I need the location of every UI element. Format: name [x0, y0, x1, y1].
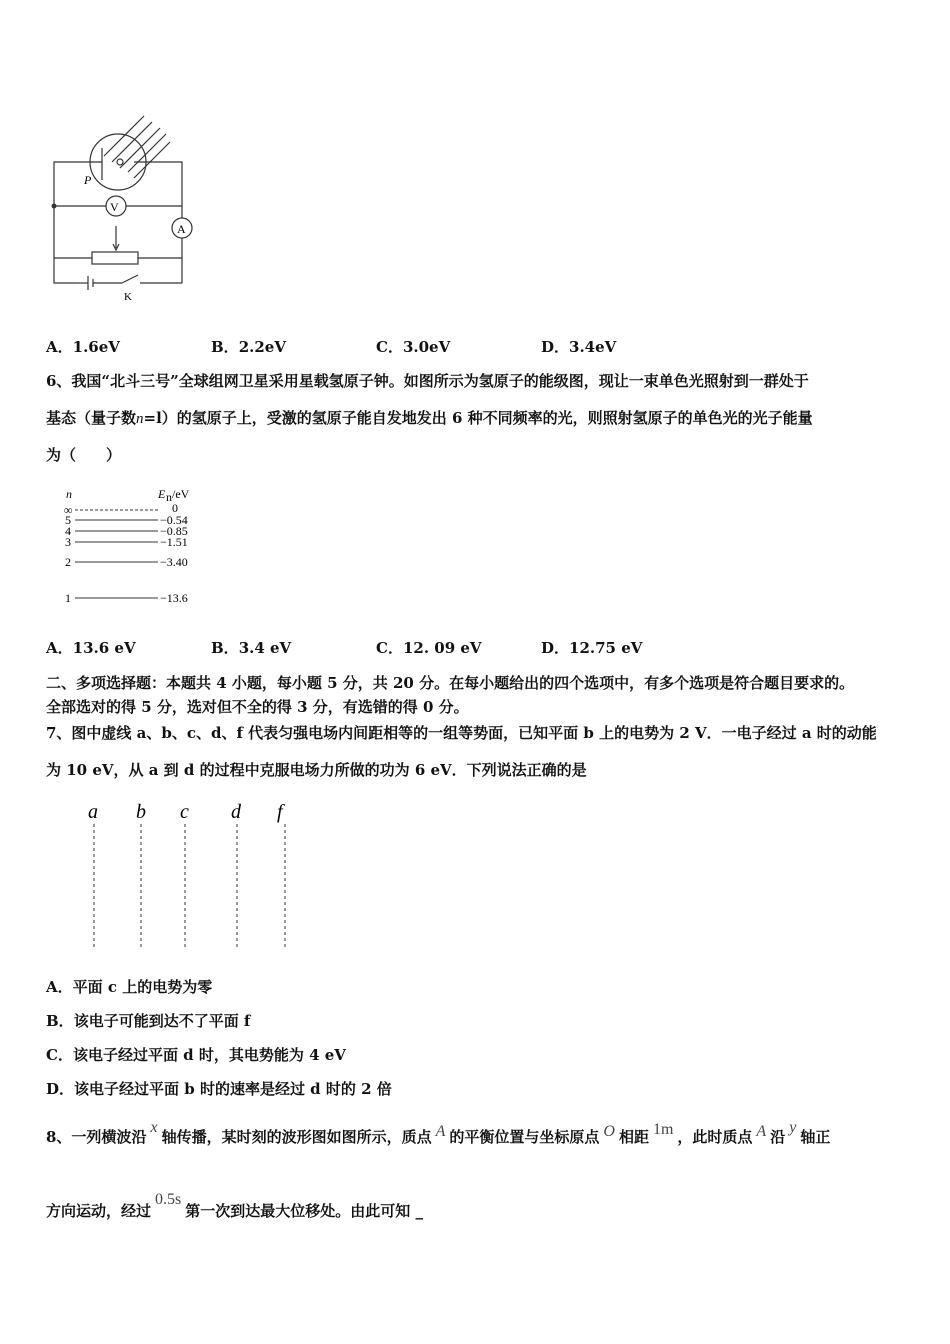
q7-line-1: 7、图中虚线 a、b、c、d、f 代表匀强电场内间距相等的一组等势面，已知平面 b 上的电势为 2 V．一电子经过 a 时的动能	[46, 724, 877, 742]
q6-option-a: A．13.6 eV	[46, 639, 136, 657]
q8-line-1: 8、一列横波沿x轴传播，某时刻的波形图如图所示，质点 A 的平衡位置与坐标原点 O 相距 1m ，此时质点 A 沿y轴正	[46, 1119, 831, 1146]
ammeter-label: A	[177, 222, 186, 236]
n-header: n	[66, 487, 72, 501]
q7-option-d: D．该电子经过平面 b 时的速率是经过 d 时的 2 倍	[46, 1080, 392, 1098]
q6-option-b: B．3.4 eV	[211, 639, 292, 657]
q8-distance: 1m	[652, 1121, 674, 1138]
level-e-inf: 0	[172, 501, 178, 515]
q7-line-2: 为 10 eV，从 a 到 d 的过程中克服电场力所做的功为 6 eV．下列说法正确的是	[46, 761, 587, 779]
q6-line-3: 为（ ）	[46, 446, 122, 464]
electrode-p-label: P	[84, 173, 92, 187]
q6-line-2: 基态（量子数n=l）的氢原子上，受激的氢原子能自发地发出 6 种不同频率的光，则照射氢原子的单色光的光子能量	[46, 409, 813, 427]
plane-label-b: b	[136, 801, 146, 823]
q7-option-b: B．该电子可能到达不了平面 f	[46, 1012, 251, 1030]
q6-option-c: C．12. 09 eV	[376, 639, 482, 657]
level-e-1: −13.6	[160, 591, 188, 605]
q8-line-2: 方向运动，经过0.5s第一次到达最大位移处。由此可知 _	[46, 1191, 423, 1220]
level-e-2: −3.40	[160, 555, 188, 569]
q8-var-y: y	[789, 1119, 797, 1136]
level-n-1: 1	[65, 591, 71, 605]
energy-level-diagram	[60, 486, 210, 608]
q5-option-a: A．1.6eV	[46, 338, 120, 356]
level-n-2: 2	[65, 555, 71, 569]
q8-var-o: O	[603, 1123, 615, 1140]
q6-line-1: 6、我国“北斗三号”全球组网卫星采用星载氢原子钟。如图所示为氢原子的能级图，现让一束单色光照射到一群处于	[46, 372, 809, 390]
plane-label-f: f	[277, 801, 283, 823]
level-n-inf: ∞	[64, 503, 73, 517]
voltmeter-label: V	[110, 200, 119, 214]
section-2-line-1: 二、多项选择题：本题共 4 小题，每小题 5 分，共 20 分。在每小题给出的四个选项中，有多个选项是符合题目要求的。	[46, 674, 855, 692]
level-n-4: 4	[65, 524, 71, 538]
e-header-unit: /eV	[172, 487, 190, 501]
plane-label-d: d	[231, 801, 241, 823]
level-e-5: −0.54	[160, 513, 188, 527]
circuit-diagram	[44, 108, 204, 308]
section-2-line-2: 全部选对的得 5 分，选对但不全的得 3 分，有选错的得 0 分。	[46, 698, 469, 716]
q7-option-a: A．平面 c 上的电势为零	[46, 978, 213, 996]
e-header: E	[158, 487, 166, 501]
q5-option-c: C．3.0eV	[376, 338, 451, 356]
equipotential-planes-diagram	[80, 796, 300, 952]
q5-option-b: B．2.2eV	[211, 338, 286, 356]
q8-var-x: x	[150, 1119, 158, 1136]
plane-label-a: a	[88, 801, 98, 823]
e-header-sub: n	[166, 490, 172, 504]
q8-var-a-2: A	[756, 1123, 767, 1140]
q6-option-d: D．12.75 eV	[541, 639, 643, 657]
level-n-3: 3	[65, 535, 71, 549]
q8-time: 0.5s	[155, 1191, 182, 1208]
q8-var-a: A	[435, 1123, 446, 1140]
q7-option-c: C．该电子经过平面 d 时，其电势能为 4 eV	[46, 1046, 346, 1064]
switch-k-label: K	[124, 291, 132, 303]
plane-label-c: c	[180, 801, 189, 823]
level-e-3: −1.51	[160, 535, 188, 549]
level-n-5: 5	[65, 513, 71, 527]
level-e-4: −0.85	[160, 524, 188, 538]
q5-option-d: D．3.4eV	[541, 338, 617, 356]
